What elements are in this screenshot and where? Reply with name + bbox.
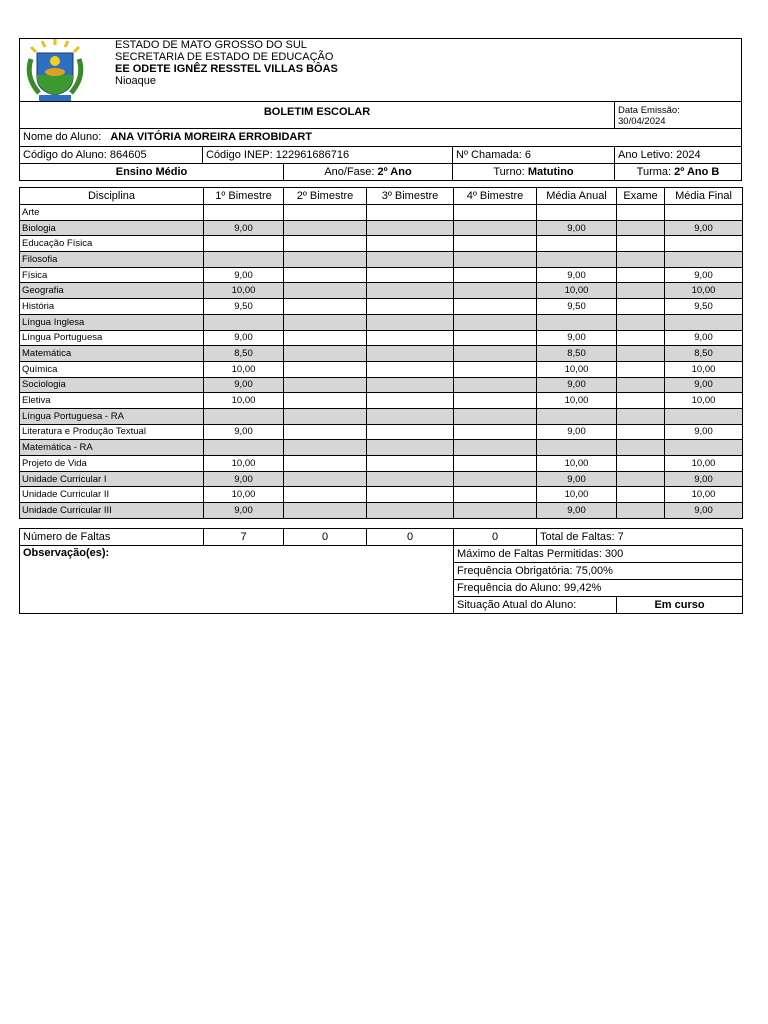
grades-table: [19, 187, 743, 519]
grade-b3: [367, 346, 454, 362]
grade-b2: [284, 377, 367, 393]
grade-b4: [454, 487, 537, 503]
subject-name: Literatura e Produção Textual: [20, 424, 204, 440]
city-name: Nioaque: [115, 75, 156, 87]
annual-average: 10,00: [537, 393, 617, 409]
grade-b2: [284, 283, 367, 299]
final-average: 9,00: [665, 220, 743, 236]
secretariat-name: SECRETARIA DE ESTADO DE EDUCAÇÃO: [115, 51, 334, 63]
exam-grade: [617, 252, 665, 268]
column-header: Exame: [617, 188, 665, 205]
subject-name: Sociologia: [20, 377, 204, 393]
grade-b1: 9,00: [204, 424, 284, 440]
grade-b3: [367, 314, 454, 330]
annual-average: 10,00: [537, 487, 617, 503]
status-value: Em curso: [617, 597, 743, 614]
grade-b3: [367, 330, 454, 346]
grade-b3: [367, 424, 454, 440]
final-average: 9,00: [665, 424, 743, 440]
column-header: Disciplina: [20, 188, 204, 205]
subject-row: [20, 471, 743, 487]
grade-b3: [367, 299, 454, 315]
exam-grade: [617, 487, 665, 503]
subject-row: [20, 440, 743, 456]
subject-row: [20, 377, 743, 393]
observations-label: Observação(es):: [23, 547, 110, 559]
subject-name: Língua Portuguesa: [20, 330, 204, 346]
school-year: 2024: [676, 149, 701, 161]
grade-b3: [367, 220, 454, 236]
absences-row: [20, 529, 743, 546]
subject-name: Biologia: [20, 220, 204, 236]
education-level: Ensino Médio: [19, 163, 284, 181]
grade-b4: [454, 408, 537, 424]
subject-row: [20, 267, 743, 283]
exam-grade: [617, 424, 665, 440]
state-coat-of-arms: [23, 39, 87, 103]
call-number-cell: Nº Chamada: 6: [452, 146, 615, 164]
exam-grade: [617, 330, 665, 346]
annual-average: 9,00: [537, 377, 617, 393]
inep-code: 122961686716: [275, 149, 350, 161]
final-average: 9,00: [665, 503, 743, 519]
annual-average: 10,00: [537, 283, 617, 299]
exam-grade: [617, 314, 665, 330]
grade-b4: [454, 456, 537, 472]
column-header: 4º Bimestre: [454, 188, 537, 205]
absences-b1: 7: [204, 529, 284, 546]
exam-grade: [617, 456, 665, 472]
student-frequency: Frequência do Aluno: 99,42%: [454, 580, 743, 597]
annual-average: 10,00: [537, 456, 617, 472]
annual-average: 9,50: [537, 299, 617, 315]
final-average: 10,00: [665, 456, 743, 472]
grade-b2: [284, 205, 367, 221]
grade-b2: [284, 267, 367, 283]
annual-average: [537, 440, 617, 456]
exam-grade: [617, 503, 665, 519]
final-average: [665, 440, 743, 456]
grade-b4: [454, 377, 537, 393]
student-name-label: Nome do Aluno:: [23, 131, 102, 143]
subject-row: [20, 283, 743, 299]
subject-name: Matemática: [20, 346, 204, 362]
student-name: ANA VITÓRIA MOREIRA ERROBIDART: [110, 131, 313, 143]
absences-b2: 0: [284, 529, 367, 546]
phase: 2º Ano: [377, 166, 412, 178]
annual-average: 8,50: [537, 346, 617, 362]
annual-average: 9,00: [537, 503, 617, 519]
subject-name: Educação Física: [20, 236, 204, 252]
grade-b1: 10,00: [204, 487, 284, 503]
subject-row: [20, 361, 743, 377]
grade-b1: 10,00: [204, 361, 284, 377]
call-number: 6: [524, 149, 531, 161]
grade-b4: [454, 236, 537, 252]
annual-average: [537, 205, 617, 221]
grade-b1: 9,00: [204, 377, 284, 393]
absences-b4: 0: [454, 529, 537, 546]
final-average: 9,00: [665, 267, 743, 283]
grade-b1: [204, 314, 284, 330]
grade-b3: [367, 471, 454, 487]
grade-b2: [284, 408, 367, 424]
grade-b3: [367, 283, 454, 299]
grade-b4: [454, 503, 537, 519]
absences-total: Total de Faltas: 7: [537, 529, 743, 546]
grade-b2: [284, 330, 367, 346]
final-average: [665, 314, 743, 330]
subject-name: Língua Portuguesa - RA: [20, 408, 204, 424]
grade-b2: [284, 393, 367, 409]
grade-b2: [284, 456, 367, 472]
subject-row: [20, 346, 743, 362]
grade-b4: [454, 471, 537, 487]
subject-name: Eletiva: [20, 393, 204, 409]
grade-b1: 9,50: [204, 299, 284, 315]
annual-average: 9,00: [537, 267, 617, 283]
school-name: EE ODETE IGNÊZ RESSTEL VILLAS BÔAS: [115, 63, 338, 75]
final-average: [665, 252, 743, 268]
subject-row: [20, 236, 743, 252]
student-code: 864605: [109, 149, 147, 161]
grade-b1: [204, 408, 284, 424]
grade-b2: [284, 252, 367, 268]
subject-row: [20, 503, 743, 519]
annual-average: 9,00: [537, 424, 617, 440]
grade-b2: [284, 361, 367, 377]
annual-average: [537, 252, 617, 268]
grade-b3: [367, 393, 454, 409]
grade-b1: [204, 236, 284, 252]
subject-name: Arte: [20, 205, 204, 221]
grade-b1: 9,00: [204, 220, 284, 236]
column-header: 3º Bimestre: [367, 188, 454, 205]
final-average: [665, 236, 743, 252]
max-absences: Máximo de Faltas Permitidas: 300: [454, 546, 743, 563]
class-cell: Turma: 2º Ano B: [614, 163, 742, 181]
final-average: 10,00: [665, 283, 743, 299]
absences-b3: 0: [367, 529, 454, 546]
grade-b2: [284, 440, 367, 456]
class-name: 2º Ano B: [674, 166, 720, 178]
final-average: 10,00: [665, 487, 743, 503]
status-label: Situação Atual do Aluno:: [454, 597, 617, 614]
column-header: Média Final: [665, 188, 743, 205]
column-header: 2º Bimestre: [284, 188, 367, 205]
grade-b3: [367, 440, 454, 456]
annual-average: 9,00: [537, 471, 617, 487]
grade-b3: [367, 252, 454, 268]
grade-b4: [454, 346, 537, 362]
grade-b1: 10,00: [204, 456, 284, 472]
state-name: ESTADO DE MATO GROSSO DO SUL: [115, 39, 307, 51]
final-average: 9,00: [665, 471, 743, 487]
final-average: [665, 205, 743, 221]
exam-grade: [617, 283, 665, 299]
annual-average: 10,00: [537, 361, 617, 377]
subject-name: Química: [20, 361, 204, 377]
exam-grade: [617, 299, 665, 315]
grade-b3: [367, 205, 454, 221]
inep-code-cell: Código INEP: 122961686716: [202, 146, 453, 164]
subject-name: Projeto de Vida: [20, 456, 204, 472]
exam-grade: [617, 346, 665, 362]
grade-b4: [454, 267, 537, 283]
grade-b2: [284, 487, 367, 503]
subject-name: Unidade Curricular III: [20, 503, 204, 519]
subject-row: [20, 252, 743, 268]
exam-grade: [617, 408, 665, 424]
final-average: 9,50: [665, 299, 743, 315]
absences-table: [19, 528, 743, 614]
grade-b3: [367, 361, 454, 377]
grade-b4: [454, 314, 537, 330]
grade-b2: [284, 471, 367, 487]
grade-b4: [454, 205, 537, 221]
exam-grade: [617, 267, 665, 283]
grade-b4: [454, 330, 537, 346]
shift-cell: Turno: Matutino: [452, 163, 615, 181]
grade-b3: [367, 456, 454, 472]
grade-b3: [367, 377, 454, 393]
shift: Matutino: [527, 166, 574, 178]
subject-row: [20, 393, 743, 409]
annual-average: [537, 314, 617, 330]
grade-b4: [454, 299, 537, 315]
grade-b2: [284, 424, 367, 440]
column-header: Média Anual: [537, 188, 617, 205]
final-average: 10,00: [665, 361, 743, 377]
grade-b1: 8,50: [204, 346, 284, 362]
subject-row: [20, 487, 743, 503]
required-frequency: Frequência Obrigatória: 75,00%: [454, 563, 743, 580]
subject-row: [20, 424, 743, 440]
final-average: [665, 408, 743, 424]
grade-b1: 10,00: [204, 283, 284, 299]
subject-row: [20, 205, 743, 221]
school-year-cell: Ano Letivo: 2024: [614, 146, 742, 164]
subject-row: [20, 330, 743, 346]
final-average: 9,00: [665, 330, 743, 346]
subject-name: Geografia: [20, 283, 204, 299]
grade-b1: [204, 252, 284, 268]
grade-b1: 9,00: [204, 330, 284, 346]
grade-b2: [284, 236, 367, 252]
grade-b3: [367, 408, 454, 424]
report-title: BOLETIM ESCOLAR: [19, 101, 615, 129]
column-header: 1º Bimestre: [204, 188, 284, 205]
absences-label: Número de Faltas: [20, 529, 204, 546]
grade-b2: [284, 346, 367, 362]
student-name-row: [19, 128, 742, 147]
grade-b4: [454, 440, 537, 456]
grade-b4: [454, 283, 537, 299]
annual-average: 9,00: [537, 220, 617, 236]
subject-name: Unidade Curricular II: [20, 487, 204, 503]
grade-b3: [367, 267, 454, 283]
subject-name: Unidade Curricular I: [20, 471, 204, 487]
grade-b2: [284, 220, 367, 236]
annual-average: [537, 408, 617, 424]
grade-b1: 9,00: [204, 503, 284, 519]
grade-b3: [367, 236, 454, 252]
grade-b2: [284, 503, 367, 519]
subject-name: Filosofia: [20, 252, 204, 268]
grade-b2: [284, 314, 367, 330]
exam-grade: [617, 393, 665, 409]
issue-date-cell: [614, 101, 742, 129]
grade-b1: 10,00: [204, 393, 284, 409]
observations-cell: [20, 546, 454, 614]
final-average: 8,50: [665, 346, 743, 362]
grade-b4: [454, 424, 537, 440]
exam-grade: [617, 440, 665, 456]
issue-date: 30/04/2024: [618, 116, 666, 127]
grade-b3: [367, 487, 454, 503]
subject-row: [20, 299, 743, 315]
exam-grade: [617, 361, 665, 377]
annual-average: [537, 236, 617, 252]
exam-grade: [617, 220, 665, 236]
subject-row: [20, 314, 743, 330]
subject-row: [20, 456, 743, 472]
exam-grade: [617, 471, 665, 487]
grade-b4: [454, 220, 537, 236]
subject-name: Língua Inglesa: [20, 314, 204, 330]
grade-b2: [284, 299, 367, 315]
final-average: 9,00: [665, 377, 743, 393]
final-average: 10,00: [665, 393, 743, 409]
grade-b1: [204, 440, 284, 456]
student-code-cell: Código do Aluno: 864605: [19, 146, 203, 164]
issue-date-label: Data Emissão:: [618, 105, 680, 116]
exam-grade: [617, 236, 665, 252]
school-header: [19, 38, 742, 102]
grade-b4: [454, 393, 537, 409]
subject-name: Física: [20, 267, 204, 283]
grade-b3: [367, 503, 454, 519]
grade-b4: [454, 252, 537, 268]
phase-cell: Ano/Fase: 2º Ano: [283, 163, 453, 181]
exam-grade: [617, 205, 665, 221]
exam-grade: [617, 377, 665, 393]
grade-b1: 9,00: [204, 267, 284, 283]
annual-average: 9,00: [537, 330, 617, 346]
subject-row: [20, 220, 743, 236]
grade-b1: [204, 205, 284, 221]
subject-row: [20, 408, 743, 424]
grade-b1: 9,00: [204, 471, 284, 487]
grade-b4: [454, 361, 537, 377]
subject-name: Matemática - RA: [20, 440, 204, 456]
subject-name: História: [20, 299, 204, 315]
